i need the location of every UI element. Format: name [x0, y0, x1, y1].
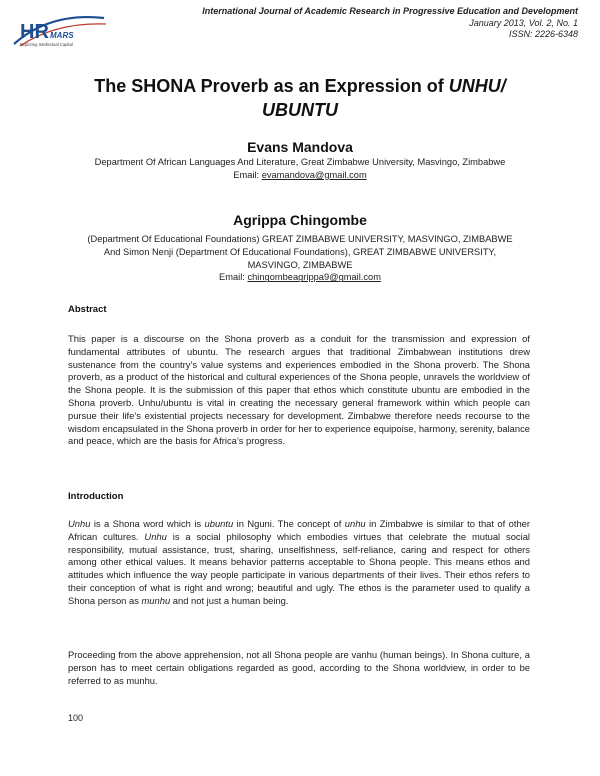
term-unhu: Unhu	[68, 518, 91, 529]
abstract-heading: Abstract	[68, 304, 107, 315]
intro-text-5: and not just a human being.	[170, 594, 289, 606]
term-munhu: munhu	[141, 594, 171, 606]
page-number: 100	[68, 713, 84, 723]
author-1-affiliation	[70, 156, 530, 182]
author-2-department: (Department Of Educational Foundations) GREAT ZIMBABWE UNIVERSITY, MASVINGO, ZIMBABWE And Simon Nenji (Department Of Educational Foundations), GREAT ZIMBABWE UNIVERSITY, MASVINGO, ZIMBABWE	[87, 234, 513, 270]
author-2-name: Agrippa Chingombe	[233, 212, 367, 228]
logo-swoosh-icon	[10, 8, 110, 50]
intro-text-2: in Nguni. The concept of	[233, 518, 345, 529]
intro-text-1: is a Shona word which is	[90, 518, 205, 529]
term-unhu-2: unhu	[344, 518, 366, 529]
title-italic-2: UBUNTU	[262, 100, 338, 120]
logo-tagline: Exploring Intellectual Capital	[20, 42, 73, 47]
journal-name: International Journal of Academic Research in Progressive Education and Development	[202, 6, 578, 16]
logo-text: HR	[20, 21, 49, 43]
introduction-paragraph-1	[68, 518, 530, 608]
author-1-name: Evans Mandova	[247, 139, 353, 155]
title-italic-1: UNHU/	[448, 76, 506, 96]
abstract-text: This paper is a discourse on the Shona proverb as a conduit for the transmission and expression of fundamental attributes of ubuntu. The research argues that traditional Zimbabwean institutions drew sustenance from the country’s value systems and experiences embodied in the Shona proverb. The Shona proverb, as a product of the historical and cultural experiences of the Shona people, unravels the worldview of the Shona people. It is the submission of this paper that ethos which constitute ubuntu are embodied in the Shona proverb. Unhu/ubuntu is vital in creating the necessary general framework within which people can pursue their life’s existential projects necessary for development. Zimbabwe therefore needs recourse to the wisdom encapsulated in the Shona proverb in order for her to experience equipoise, harmony, serenity, balance and peace, which are the basis for Africa’s progress.	[68, 333, 530, 447]
author-2-email-link[interactable]: chingombeagrippa9@gmail.com	[247, 272, 381, 283]
journal-issue: January 2013, Vol. 2, No. 1	[469, 17, 578, 28]
author-1-email-line	[70, 169, 530, 182]
author-2-email-label: Email:	[219, 272, 248, 283]
hrmars-logo	[10, 8, 110, 50]
author-2-affiliation	[70, 233, 530, 284]
journal-header	[202, 6, 578, 41]
author-1-email-label: Email:	[233, 169, 262, 180]
term-ubuntu: ubuntu	[204, 518, 234, 529]
title-main: The SHONA Proverb as an Expression of	[94, 76, 449, 96]
intro-text-4: is a social philosophy which embodies virtues that celebrate the mutual social responsibility, mutual assistance, trust, sharing, unselfishness, self-reliance, caring and respect for others among other ethical values. It means behavior patterns acceptable to Shona people. This means ethos and attitudes which influence the way people participate in various departments of their lives. Their ethos refers to their conception of what is right and wrong; beautiful and ugly. The ethos is the parameter used to qualify a Shona person as	[68, 530, 530, 606]
author-1-department: Department Of African Languages And Literature, Great Zimbabwe University, Masvingo, Zimbabwe	[94, 157, 506, 167]
term-unhu-3: Unhu	[144, 530, 167, 542]
journal-issn: ISSN: 2226-6348	[508, 29, 578, 39]
logo-suffix: MARS	[50, 31, 74, 40]
intro-text-3: in Zimbabwe is similar to that of other African cultures.	[68, 518, 531, 542]
introduction-heading: Introduction	[68, 491, 124, 502]
author-2-email-line	[70, 271, 530, 284]
paper-title	[60, 74, 540, 122]
author-1-email-link[interactable]: evamandova@gmail.com	[261, 169, 367, 180]
introduction-paragraph-2: Proceeding from the above apprehension, not all Shona people are vanhu (human beings). In Shona culture, a person has to meet certain obligations regarded as good, according to the Shona worldview, in order to be referred to as munhu.	[68, 649, 530, 686]
